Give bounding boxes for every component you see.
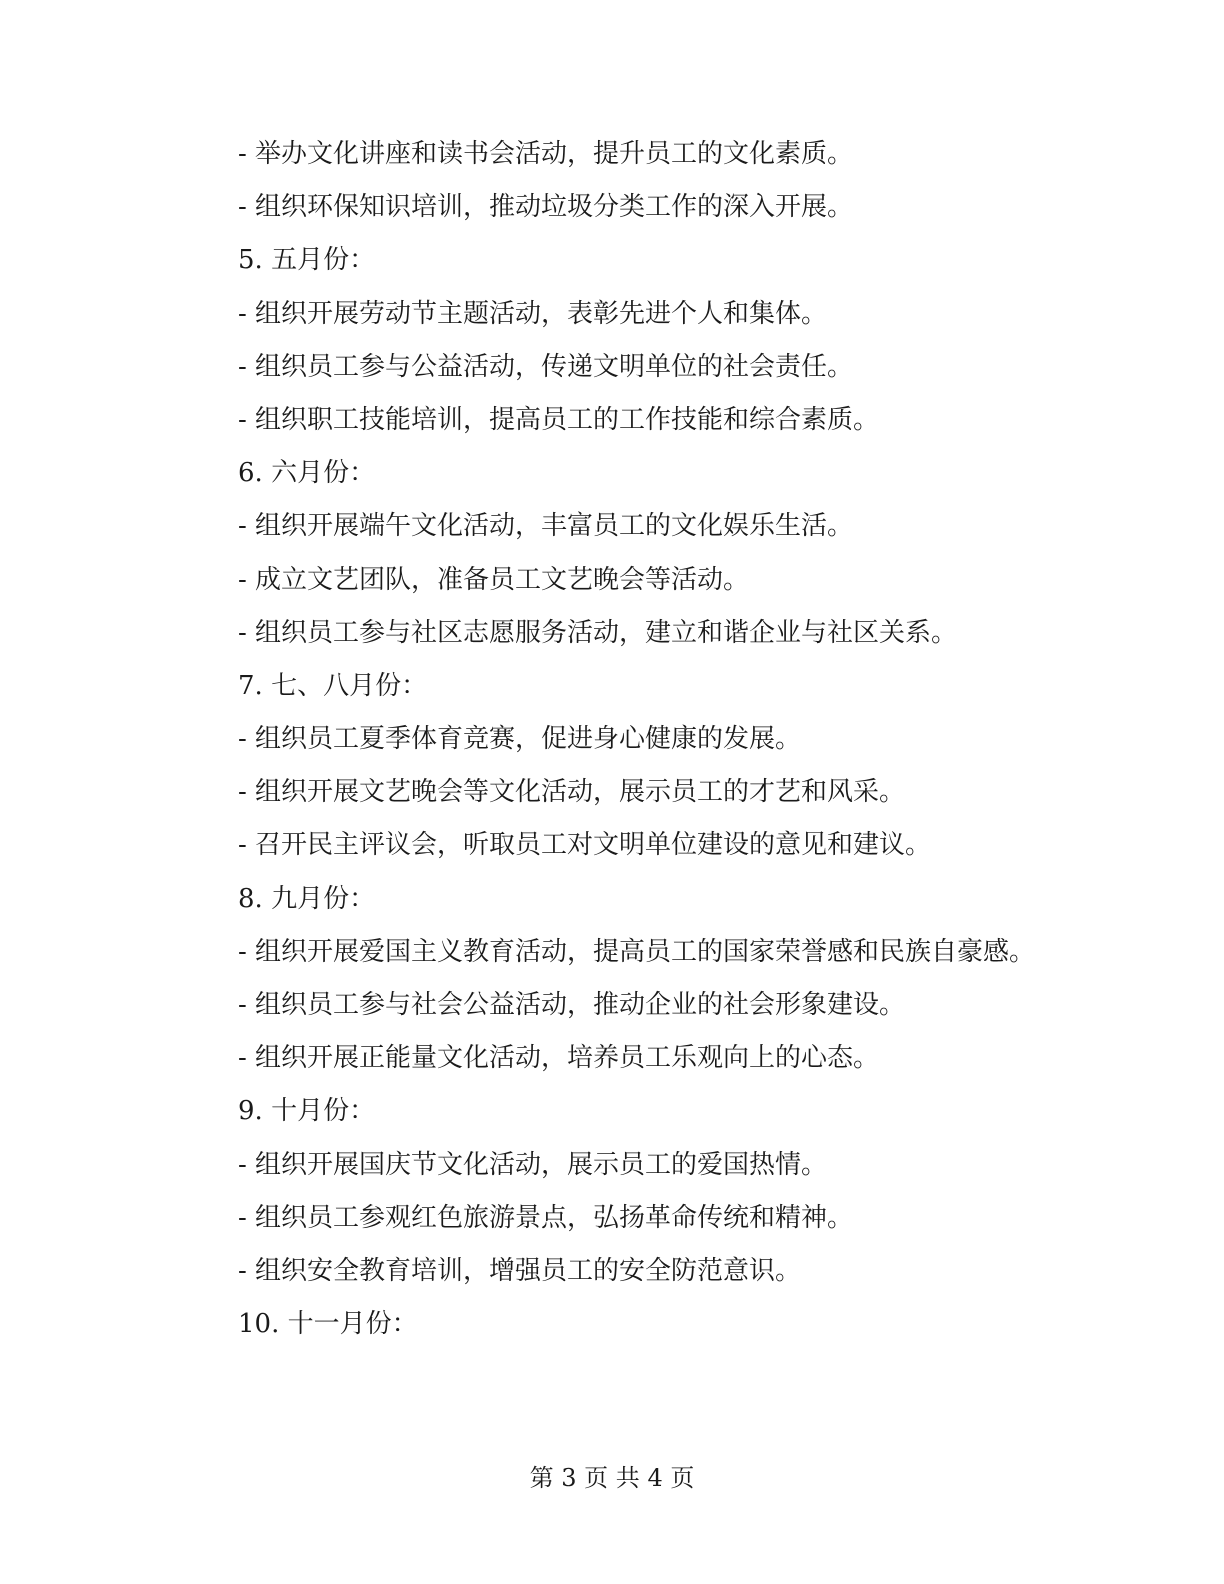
text-line: - 组织安全教育培训，增强员工的安全防范意识。 (238, 1255, 802, 1286)
text-line: - 组织员工参与社区志愿服务活动，建立和谐企业与社区关系。 (238, 617, 958, 648)
text-line: - 组织员工参与公益活动，传递文明单位的社会责任。 (238, 351, 854, 382)
text-line: - 组织开展端午文化活动，丰富员工的文化娱乐生活。 (238, 511, 854, 542)
text-line: - 组织开展文艺晚会等文化活动，展示员工的才艺和风采。 (238, 777, 906, 808)
text-line: - 组织员工参观红色旅游景点，弘扬革命传统和精神。 (238, 1202, 854, 1233)
section-heading: 5. 五月份： (238, 245, 376, 276)
section-heading: 8. 九月份： (238, 883, 376, 914)
text-line: - 组织职工技能培训，提高员工的工作技能和综合素质。 (238, 404, 880, 435)
text-line: - 组织员工参与社会公益活动，推动企业的社会形象建设。 (238, 990, 906, 1021)
text-line: - 组织开展正能量文化活动，培养员工乐观向上的心态。 (238, 1043, 880, 1074)
text-line: - 组织开展国庆节文化活动，展示员工的爱国热情。 (238, 1149, 828, 1180)
text-line: - 成立文艺团队，准备员工文艺晚会等活动。 (238, 564, 750, 595)
text-line: - 组织环保知识培训，推动垃圾分类工作的深入开展。 (238, 192, 854, 223)
section-heading: 6. 六月份： (238, 458, 376, 489)
section-heading: 9. 十月份： (238, 1096, 376, 1127)
section-heading: 10. 十一月份： (238, 1309, 418, 1340)
text-line: - 召开民主评议会，听取员工对文明单位建设的意见和建议。 (238, 830, 932, 861)
document-body (180, 128, 1040, 1351)
page-number-footer: 第 3 页 共 4 页 (529, 1464, 695, 1492)
text-line: - 组织员工夏季体育竞赛，促进身心健康的发展。 (238, 724, 802, 755)
section-heading: 7. 七、八月份： (238, 670, 428, 701)
text-line: - 组织开展劳动节主题活动，表彰先进个人和集体。 (238, 298, 828, 329)
text-line-wrapped: - 组织开展爱国主义教育活动，提高员工的国家荣誉感和民族自豪感。 (238, 936, 1036, 967)
text-line: - 举办文化讲座和读书会活动，提升员工的文化素质。 (238, 139, 854, 169)
